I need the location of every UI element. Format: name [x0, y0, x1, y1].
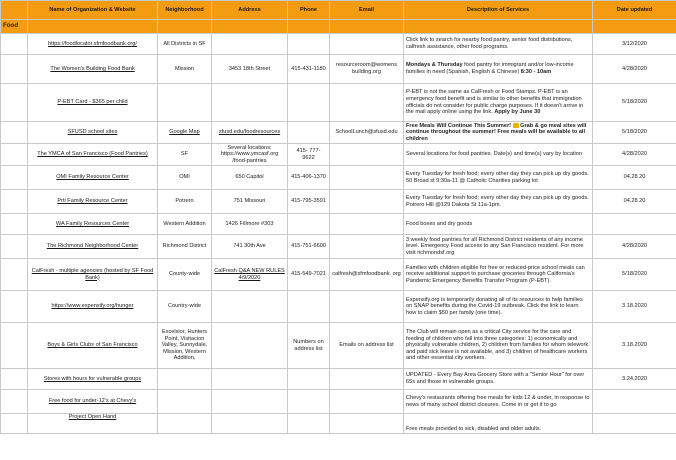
phone-cell — [288, 122, 330, 144]
neighborhood-cell: County-wide — [158, 259, 212, 291]
description-cell: Click link to search for nearby food pantry, senior food distributions, calfresh assistance, other food programs. — [404, 34, 593, 55]
description-cell: Chevy's restaurants offering free meals for kids 12 & under, in response to news of many school district closures. Come in or get it to go — [404, 390, 593, 414]
address-cell: 650 Capitol — [212, 166, 288, 190]
org-link[interactable]: WA Family Resources Center — [55, 220, 130, 227]
table-row — [1, 144, 676, 166]
date-cell: 5/18/2020 — [593, 259, 676, 291]
phone-cell — [288, 390, 330, 414]
address-cell — [212, 323, 288, 369]
phone-cell — [288, 84, 330, 122]
address-cell — [212, 414, 288, 434]
header-email: Email — [330, 1, 404, 20]
description-text: P-EBT is not the same as CalFresh or Food Stamps. P-EBT is an emergency food benefit and is similar to other benefits that immigration officials do not consider for public charge purposes. If it doesn't arrive in the mail apply online using the link. — [406, 89, 584, 116]
description-bold-time: 8:30 - 10am — [520, 69, 552, 75]
org-link[interactable]: Project Open Hand — [68, 414, 117, 420]
date-cell — [593, 390, 676, 414]
address-cell — [212, 369, 288, 390]
neighborhood-cell: All Districts in SF — [158, 34, 212, 55]
description-bold: Mondays & Thursday — [406, 62, 463, 69]
org-link[interactable]: The YMCA of San Francisco (Food Pantries) — [37, 151, 148, 158]
header-date: Date updated — [593, 1, 676, 20]
address-cell: 751 Missouri — [212, 190, 288, 214]
org-link[interactable]: Stores with hours for vulnerable groups — [43, 375, 142, 382]
description-cell: Every Tuesday for fresh food; every other day they can pick up dry goods. Potrero Hill @129 Dakota St 11a-1pm. — [404, 190, 593, 214]
address-cell — [212, 84, 288, 122]
table-row — [1, 369, 676, 390]
description-text: Grab & go meal sites will continue throughout the summer! Free meals will be available to all children — [406, 122, 587, 142]
description-bold: Apply by June 30 — [494, 109, 541, 116]
phone-cell — [288, 291, 330, 323]
phone-cell — [288, 34, 330, 55]
description-cell — [404, 122, 593, 144]
phone-cell — [288, 414, 330, 434]
date-cell: 5/18/2020 — [593, 122, 676, 144]
header-neighborhood: Neighborhood — [158, 1, 212, 20]
description-cell: 3 weekly food pantries for all Richmond District residents of any income level. Emergency Food access to any San Francisco resident. For more visit richmondsf.org — [404, 235, 593, 259]
org-link[interactable]: The Richmond Neighborhood Center — [46, 243, 139, 250]
email-cell — [330, 144, 404, 166]
email-cell — [330, 84, 404, 122]
address-cell: Several locations: https://www.ymcasf.org /food-pantries — [212, 144, 288, 166]
table-row — [1, 390, 676, 414]
date-cell — [593, 214, 676, 235]
neighborhood-cell — [158, 84, 212, 122]
table-row — [1, 190, 676, 214]
org-link[interactable]: OMI Family Resource Center — [56, 174, 129, 181]
address-cell: 3453 18th Street — [212, 55, 288, 84]
description-cell: Food boxes and dry goods — [404, 214, 593, 235]
description-cell — [404, 84, 593, 122]
neighborhood-cell: Mission — [158, 55, 212, 84]
header-address: Address — [212, 1, 288, 20]
neighborhood-cell: OMI — [158, 166, 212, 190]
neighborhood-cell — [158, 369, 212, 390]
phone-cell — [288, 369, 330, 390]
description-text: food pantry for immigrant and/or low-income families in need (Spanish, English & Chinese) — [406, 62, 574, 75]
description-cell: Every Tuesday for fresh food; every other day they can pick up dry goods. 50 Broad st 9:30a-11 @ Catholic Charities parking lot — [404, 166, 593, 190]
neighborhood-cell: Excelsior, Hunters Point, Visitacion Valley, Sunnydale, Mission, Western Addition, — [158, 323, 212, 369]
org-link[interactable]: Prti Family Resource Center — [57, 198, 128, 205]
date-cell: 3.18.2020 — [593, 291, 676, 323]
sun-emoji-icon — [513, 123, 519, 128]
org-link[interactable]: SFUSD school sites — [67, 129, 118, 136]
description-cell: Free meals provided to sick, disabled and older adults. — [404, 414, 593, 434]
org-link[interactable]: CalFresh - multiple agencies (hosted by SF Food Bank) — [31, 267, 154, 281]
neighborhood-cell: SF — [158, 144, 212, 166]
date-cell: 3.18.2020 — [593, 323, 676, 369]
map-link[interactable]: Google Map — [169, 129, 200, 136]
table-row — [1, 122, 676, 144]
date-cell: 04.28.20 — [593, 166, 676, 190]
neighborhood-cell: Richmond District — [158, 235, 212, 259]
email-cell — [330, 34, 404, 55]
date-cell: 4/28/2020 — [593, 144, 676, 166]
org-link[interactable]: https://www.expensify.org/hunger — [51, 303, 134, 310]
email-cell: Emails on address list — [330, 323, 404, 369]
email-cell — [330, 291, 404, 323]
email-cell: SchoolLunch@sfusd.edu — [330, 122, 404, 144]
phone-cell: 415- 777- 9622 — [288, 144, 330, 166]
table-row — [1, 84, 676, 122]
org-link[interactable]: https://foodlocator.sfmfoodbank.org/ — [48, 40, 137, 47]
table-row — [1, 235, 676, 259]
description-cell: Expensify.org is temporarily donating all of its resources to help families on SNAP benefits during the Covid-19 outbreak. Click the link to learn how to claim $50 per family (one time). — [404, 291, 593, 323]
header-name: Name of Organization & Website — [28, 1, 158, 20]
neighborhood-cell: Potrero — [158, 190, 212, 214]
website-link[interactable]: sfusd.edu/foodresources — [218, 129, 281, 136]
table-row — [1, 214, 676, 235]
table-row — [1, 34, 676, 55]
description-bold: Free Meals Will Continue This Summer! — [406, 122, 512, 129]
date-cell: 3.24.2020 — [593, 369, 676, 390]
org-link[interactable]: P-EBT Card - $365 per child — [57, 99, 128, 106]
neighborhood-cell — [158, 390, 212, 414]
rules-link[interactable]: CalFresh Q&A NEW RULES 4/9/2020 — [214, 267, 285, 281]
description-cell: The Club will remain open as a critical City service for the care and feeding of children who fall into three categories: 1) economically and physically vulnerable children, 2) children from families for whom telework and paid sick leave is not available, and 3) children of healthcare workers and other essential city workers. — [404, 323, 593, 369]
phone-cell: 415-406-1370 — [288, 166, 330, 190]
address-cell: 1426 Fillmore #303 — [212, 214, 288, 235]
header-description: Description of Services — [404, 1, 593, 20]
date-cell: 4/28/2020 — [593, 55, 676, 84]
email-cell — [330, 190, 404, 214]
table-row — [1, 55, 676, 84]
table-row — [1, 414, 676, 434]
table-row — [1, 291, 676, 323]
phone-cell: 415-549-7021 — [288, 259, 330, 291]
date-cell: 04.28.20 — [593, 190, 676, 214]
email-cell — [330, 369, 404, 390]
phone-cell — [288, 214, 330, 235]
header-row — [1, 1, 676, 20]
date-cell: 5/18/2020 — [593, 84, 676, 122]
address-cell — [212, 34, 288, 55]
phone-cell: 415-795-3591 — [288, 190, 330, 214]
description-cell: Families with children eligible for free or reduced-price school meals can receive additional support to purchase groceries through California's Pandemic Emergency Benefits Transfer Program (P-EBT). — [404, 259, 593, 291]
phone-cell: 415-751-6600 — [288, 235, 330, 259]
org-link[interactable]: Free food for under-12's at Chevy's — [48, 398, 137, 405]
email-cell — [330, 214, 404, 235]
neighborhood-cell: Western Addition — [158, 214, 212, 235]
description-cell — [404, 55, 593, 84]
table-row — [1, 323, 676, 369]
email-cell — [330, 166, 404, 190]
phone-cell: Numbers on address list — [288, 323, 330, 369]
table-row — [1, 166, 676, 190]
header-col0 — [1, 1, 28, 20]
description-cell: UPDATED - Every Bay Area Grocery Store with a "Senior Hour" for over 65s and those in vulnerable groups. — [404, 369, 593, 390]
address-cell: 741 30th Ave — [212, 235, 288, 259]
header-phone: Phone — [288, 1, 330, 20]
date-cell — [593, 414, 676, 434]
neighborhood-cell: Country-wide — [158, 291, 212, 323]
email-cell — [330, 235, 404, 259]
date-cell: 3/12/2020 — [593, 34, 676, 55]
section-label: Food — [1, 20, 28, 34]
address-cell — [212, 390, 288, 414]
date-cell: 4/28/2020 — [593, 235, 676, 259]
description-cell: Several locations for food pantries. Date(s) and time(s) vary by location — [404, 144, 593, 166]
address-cell — [212, 291, 288, 323]
email-cell — [330, 390, 404, 414]
email-cell — [330, 414, 404, 434]
org-link[interactable]: Boys & Girls Clubs of San Francisco — [47, 342, 138, 349]
table-row — [1, 259, 676, 291]
email-cell: calfresh@sfmfoodbank. org — [330, 259, 404, 291]
email-cell: resourceroom@womens building.org — [330, 55, 404, 84]
neighborhood-cell — [158, 414, 212, 434]
section-row-food — [1, 20, 676, 34]
org-link[interactable]: The Women's Building Food Bank — [50, 65, 135, 72]
phone-cell: 415-431-1180 — [288, 55, 330, 84]
